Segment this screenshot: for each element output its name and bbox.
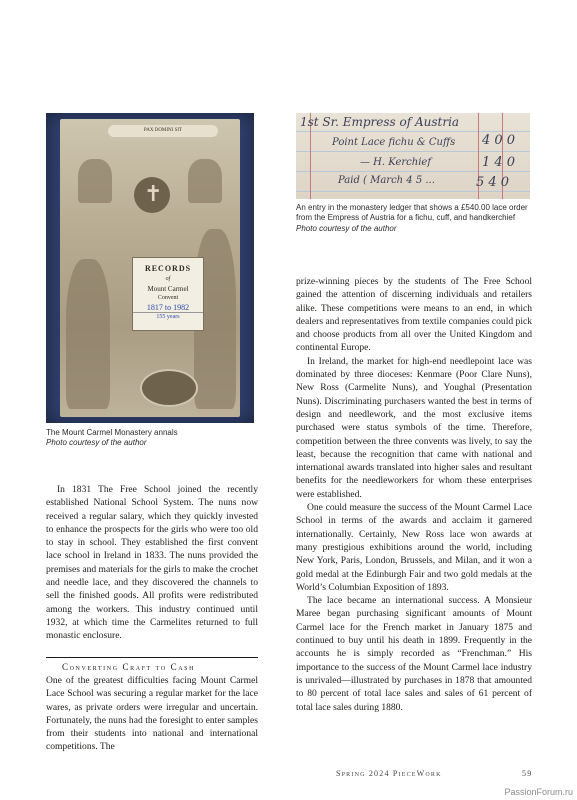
ledger-rule — [296, 131, 530, 132]
card-line-mount-carmel: Mount Carmel — [147, 285, 189, 293]
ledger-caption — [296, 203, 532, 234]
card-line-convent: Convent — [157, 295, 179, 301]
annals-caption-text: The Mount Carmel Monastery annals — [46, 428, 178, 437]
ledger-photo — [296, 113, 530, 199]
body-paragraph: In 1831 The Free School joined the recently established National School System. The nuns now received a regular salary, which they quickly invested to enhance the prospects for the girls who were too old to stay in school. They established the first convent lace school in Ireland in 1833. The nuns provided the premises and materials for the girls to make the crochet and needle lace, and they discovered the channels to sell the finished goods. All profits were redistributed among the workers. This industry continued until 1932, at which time the Carmelites returned to full monastic enclosure. — [46, 484, 258, 642]
records-title-card — [132, 257, 204, 331]
annals-caption — [46, 428, 256, 449]
ledger-entry-line-1: 1st Sr. Empress of Austria — [300, 115, 460, 129]
body-paragraph: prize-winning pieces by the students of The Free School gained the attention of discerning individuals and retailers alike. These competitions were means to an end, in which dealers and representatives from textile companies could pick and choose products from all over the United Kingdom and continental Europe. — [296, 276, 532, 354]
ledger-entry-line-4: Paid ( March 4 5 ... — [338, 175, 435, 186]
page-number: 59 — [522, 769, 533, 778]
ledger-rule — [296, 191, 530, 192]
engraving-banner: PAX DOMINI SIT — [108, 125, 218, 137]
ledger-entry-line-3: — H. Kerchief — [360, 157, 432, 168]
page-footer — [336, 769, 536, 778]
issue-line: Spring 2024 PieceWork — [336, 769, 442, 778]
ledger-entry-line-2: Point Lace fichu & Cuffs — [332, 137, 456, 148]
ledger-caption-credit: Photo courtesy of the author — [296, 223, 397, 233]
left-column-continued — [46, 674, 258, 754]
section-divider — [46, 657, 258, 658]
card-line-years: 155 years — [156, 314, 180, 320]
body-paragraph: The lace became an international success. A Monsieur Maree began purchasing significant amounts of Mount Carmel lace for the French market in January 1875 and continued to buy until his death in 1899. Frequently in the accounts he is simply recorded as “Frenchman.” His importance to the success of the Mount Carmel lace industry is unrivaled—illustrated by purchases in 1878 that amounted to 80 percent of total lace sales and sales of 61 percent of total lace sales during 1880. — [296, 595, 532, 713]
cherub-right — [188, 159, 222, 203]
ledger-amount-2: 1 4 0 — [482, 155, 516, 170]
ledger-caption-text: An entry in the monastery ledger that shows a £540.00 lace order from the Empress of Austria for a fichu, cuff, and handkerchief — [296, 203, 528, 223]
cherub-left — [78, 159, 112, 203]
engraving-frontispiece — [60, 119, 240, 417]
ledger-rule — [296, 171, 530, 172]
body-paragraph: One of the greatest difficulties facing Mount Carmel Lace School was securing a regular market for the lace wares, as private orders were irregular and uncertain. Fortunately, the nuns had the foresight to enter samples from their students into national and international competitions. The — [46, 675, 258, 753]
watermark: PassionForum.ru — [504, 787, 573, 797]
annals-photo — [46, 113, 254, 423]
right-column — [296, 275, 532, 714]
ledger-rule — [296, 151, 530, 152]
card-line-dates: 1817 to 1982 — [133, 303, 203, 313]
body-paragraph: One could measure the success of the Mount Carmel Lace School in terms of the awards and acclaim it garnered internationally. Certainly, New Ross lace won awards at many prestigious exhibitions around the world, including New York, Paris, London, Brussels, and Milan, and it won a gold medal at the Edinburgh Fair and two gold medals at the World’s Columbian Exposition of 1893. — [296, 502, 532, 593]
left-column — [46, 483, 258, 643]
card-line-of: of — [165, 276, 171, 282]
ledger-amount-1: 4 0 0 — [482, 133, 516, 148]
card-line-records: RECORDS — [144, 264, 192, 273]
ledger-amount-3: 5 4 0 — [476, 175, 510, 190]
crest-icon — [134, 177, 170, 213]
medallion-ornament — [140, 369, 198, 407]
saint-figure-left — [66, 259, 110, 409]
section-heading: Converting Craft to Cash — [62, 662, 196, 672]
annals-caption-credit: Photo courtesy of the author — [46, 438, 147, 448]
body-paragraph: In Ireland, the market for high-end needlepoint lace was dominated by three dioceses: Kenmare (Poor Clare Nuns), New Ross (Carmelite Nuns), and Youghal (Presentation Nuns). Discriminating purchasers wanted the best in terms of design and needlework, and the most exclusive items purchased were status symbols of the time. Therefore, competition between the three convents was lively, to say the least, because the recognition that came with national and international awards translated into higher sales and resultant benefits for the needleworkers for whom these enterprises were established. — [296, 355, 532, 500]
